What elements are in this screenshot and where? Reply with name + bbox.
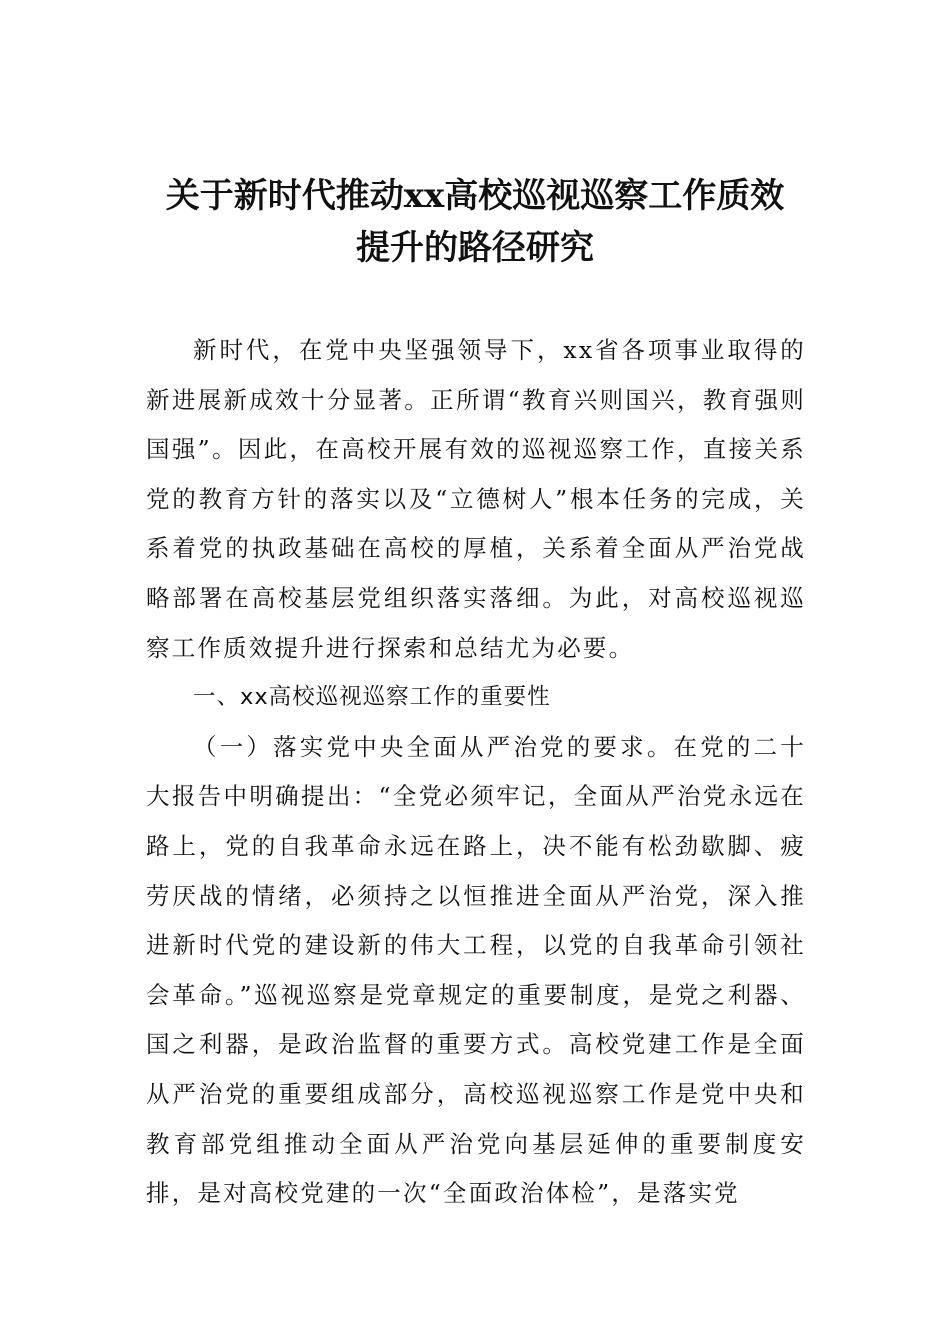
document-title: [120, 170, 830, 274]
document-body: [146, 326, 806, 1219]
title-line-2: 提升的路径研究: [356, 228, 594, 268]
title-line-1: 关于新时代推动xx高校巡视巡察工作质效: [165, 176, 785, 216]
section-1-paragraph-1: （一）落实党中央全面从严治党的要求。在党的二十大报告中明确提出：“全党必须牢记，全面从严治党永远在路上，党的自我革命永远在路上，决不能有松劲歇脚、疲劳厌战的情绪，必须持之以恒推进全面从严治党，深入推进新时代党的建设新的伟大工程，以党的自我革命引领社会革命。”巡视巡察是党章规定的重要制度，是党之利器、国之利器，是政治监督的重要方式。高校党建工作是全面从严治党的重要组成部分，高校巡视巡察工作是党中央和教育部党组推动全面从严治党向基层延伸的重要制度安排，是对高校党建的一次“全面政治体检”，是落实党: [146, 732, 806, 1208]
section-heading-1: 一、xx高校巡视巡察工作的重要性: [193, 684, 551, 711]
intro-paragraph: 新时代，在党中央坚强领导下，xx省各项事业取得的新进展新成效十分显著。正所谓“教育兴则国兴，教育强则国强”。因此，在高校开展有效的巡视巡察工作，直接关系党的教育方针的落实以及“立德树人”根本任务的完成，关系着党的执政基础在高校的厚植，关系着全面从严治党战略部署在高校基层党组织落实落细。为此，对高校巡视巡察工作质效提升进行探索和总结尤为必要。: [146, 336, 806, 662]
